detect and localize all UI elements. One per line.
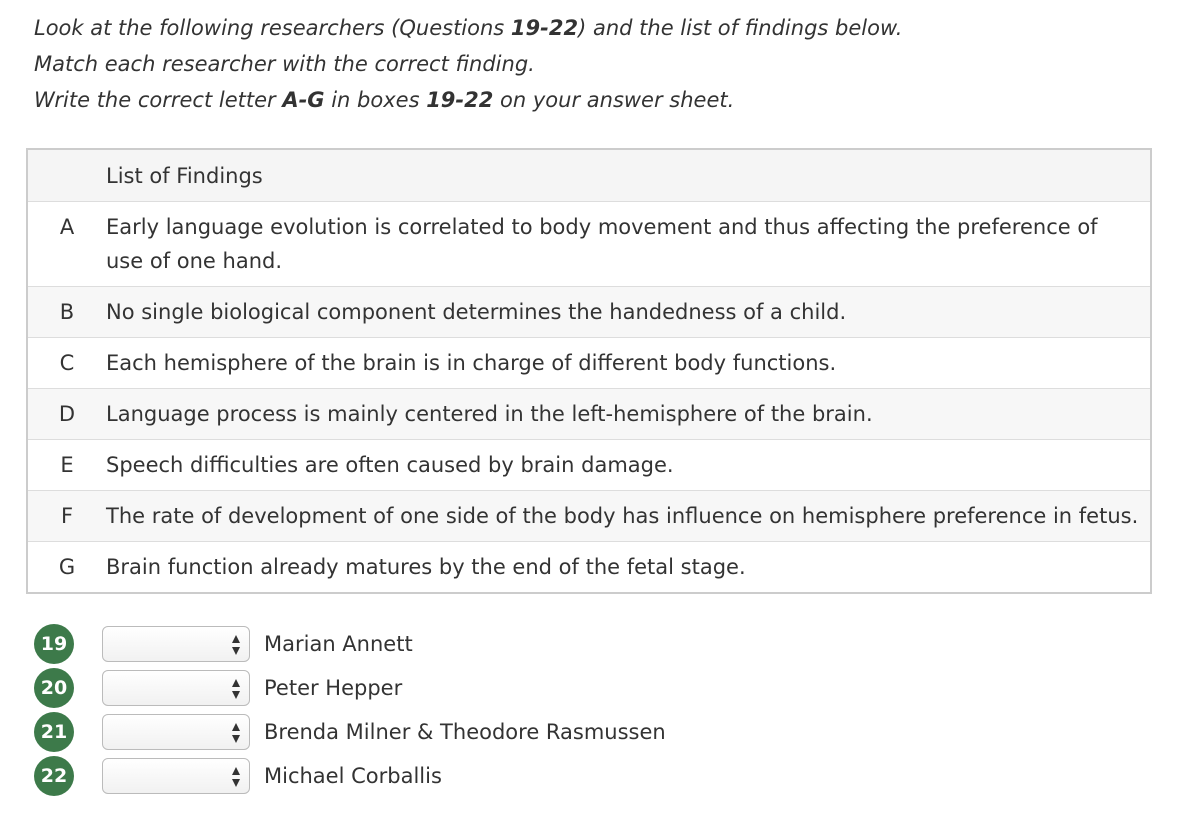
- question-row-21: [34, 710, 666, 754]
- instruction-line-3: [34, 82, 1154, 118]
- instruction-text: Write the correct letter: [34, 88, 283, 112]
- finding-text: Each hemisphere of the brain is in charge of different body functions.: [106, 351, 837, 375]
- finding-text: Early language evolution is correlated to body movement and thus affecting the preference of use of one hand.: [106, 215, 1098, 273]
- instruction-bold: 19-22: [426, 88, 494, 112]
- researcher-name: Marian Annett: [264, 632, 413, 656]
- finding-text: No single biological component determines the handedness of a child.: [106, 300, 847, 324]
- question-number-badge: 22: [34, 756, 74, 796]
- researcher-name: Michael Corballis: [264, 764, 442, 788]
- finding-letter: C: [59, 351, 75, 375]
- finding-letter: B: [59, 300, 75, 324]
- finding-letter: F: [60, 504, 74, 528]
- up-down-arrows-icon: [231, 678, 241, 700]
- finding-letter: A: [59, 215, 75, 239]
- finding-row-f: [28, 491, 1150, 542]
- question-row-22: [34, 754, 666, 798]
- findings-table: [26, 148, 1152, 594]
- answer-select-20[interactable]: [102, 670, 250, 706]
- instruction-text: Look at the following researchers (Questions: [34, 16, 511, 40]
- question-row-20: [34, 666, 666, 710]
- question-number-badge: 20: [34, 668, 74, 708]
- question-number-badge: 19: [34, 624, 74, 664]
- question-number-badge: 21: [34, 712, 74, 752]
- finding-text: Language process is mainly centered in the left-hemisphere of the brain.: [106, 402, 873, 426]
- finding-letter: E: [60, 453, 74, 477]
- instruction-bold: 19-22: [510, 16, 579, 40]
- instruction-line-1: [34, 10, 1154, 46]
- question-list: [34, 622, 666, 798]
- instruction-text: on your answer sheet.: [493, 88, 735, 112]
- finding-letter: G: [58, 555, 76, 579]
- instruction-bold: A-G: [282, 88, 325, 112]
- finding-row-a: [28, 202, 1150, 287]
- researcher-name: Peter Hepper: [264, 676, 403, 700]
- instruction-text: ) and the list of findings below.: [578, 16, 903, 40]
- finding-text: Brain function already matures by the end of the fetal stage.: [106, 555, 746, 579]
- instruction-text: in boxes: [324, 88, 427, 112]
- answer-select-22[interactable]: [102, 758, 250, 794]
- question-row-19: [34, 622, 666, 666]
- finding-row-d: [28, 389, 1150, 440]
- researcher-name: Brenda Milner & Theodore Rasmussen: [264, 720, 666, 744]
- finding-row-b: [28, 287, 1150, 338]
- instruction-text: Match each researcher with the correct finding.: [34, 52, 535, 76]
- instructions: [34, 10, 1154, 118]
- finding-row-e: [28, 440, 1150, 491]
- findings-header: List of Findings: [28, 150, 1150, 202]
- up-down-arrows-icon: [231, 722, 241, 744]
- finding-letter: D: [58, 402, 76, 426]
- finding-row-g: [28, 542, 1150, 592]
- answer-select-21[interactable]: [102, 714, 250, 750]
- finding-text: Speech difficulties are often caused by brain damage.: [106, 453, 674, 477]
- up-down-arrows-icon: [231, 766, 241, 788]
- up-down-arrows-icon: [231, 634, 241, 656]
- finding-text: The rate of development of one side of the body has influence on hemisphere preference in fetus.: [106, 504, 1139, 528]
- instruction-line-2: [34, 46, 1154, 82]
- finding-row-c: [28, 338, 1150, 389]
- answer-select-19[interactable]: [102, 626, 250, 662]
